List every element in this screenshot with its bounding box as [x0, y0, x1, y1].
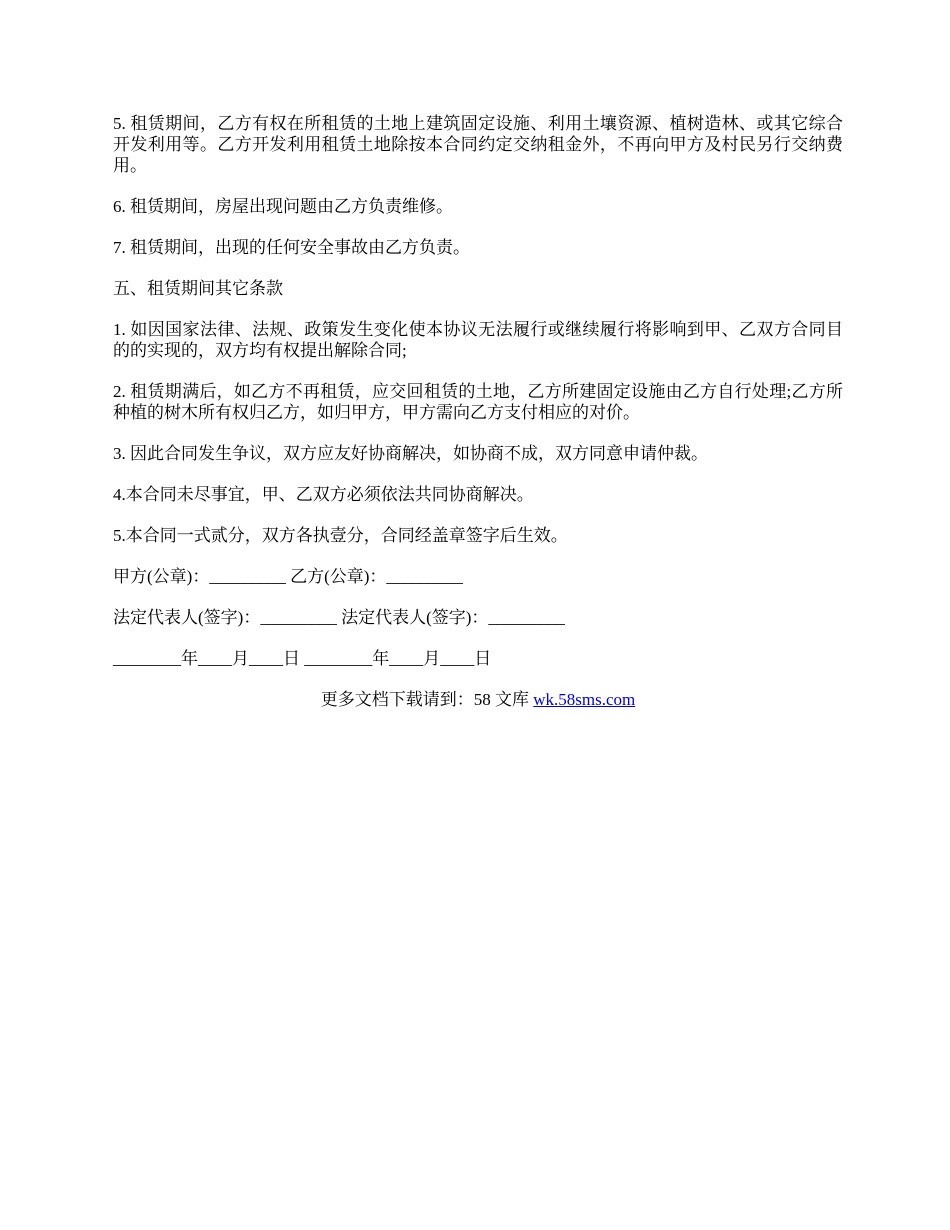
- clause-paragraph: 5.本合同一式贰分，双方各执壹分，合同经盖章签字后生效。: [113, 526, 568, 545]
- clause-paragraph: 6. 租赁期间，房屋出现问题由乙方负责维修。: [113, 197, 453, 216]
- clause-paragraph: 2. 租赁期满后，如乙方不再租赁，应交回租赁的土地，乙方所建固定设施由乙方自行处理;乙方所种植的树木所有权归乙方，如归甲方，甲方需向乙方支付相应的对价。: [113, 382, 843, 422]
- footer-text: 更多文档下载请到：58 文库: [320, 690, 534, 709]
- document-page: [113, 113, 843, 730]
- footer-link[interactable]: wk.58sms.com: [533, 690, 636, 709]
- clause-paragraph: 7. 租赁期间，出现的任何安全事故由乙方负责。: [113, 238, 470, 257]
- clause-paragraph: 3. 因此合同发生争议，双方应友好协商解决，如协商不成，双方同意申请仲裁。: [113, 444, 708, 463]
- seal-line: 甲方(公章)：_________ 乙方(公章)：_________: [113, 567, 463, 586]
- signature-line: 法定代表人(签字)：_________ 法定代表人(签字)：_________: [113, 608, 565, 627]
- footer: [113, 689, 843, 710]
- date-line: ________年____月____日 ________年____月____日: [113, 649, 492, 668]
- clause-paragraph: 5. 租赁期间，乙方有权在所租赁的土地上建筑固定设施、利用土壤资源、植树造林、或其它综合开发利用等。乙方开发利用租赁土地除按本合同约定交纳租金外，不再向甲方及村民另行交纳费用。: [113, 114, 843, 175]
- clause-paragraph: 1. 如因国家法律、法规、政策发生变化使本协议无法履行或继续履行将影响到甲、乙双方合同目的的实现的，双方均有权提出解除合同;: [113, 320, 843, 360]
- section-heading: 五、租赁期间其它条款: [113, 279, 283, 298]
- clause-paragraph: 4.本合同未尽事宜，甲、乙双方必须依法共同协商解决。: [113, 485, 534, 504]
